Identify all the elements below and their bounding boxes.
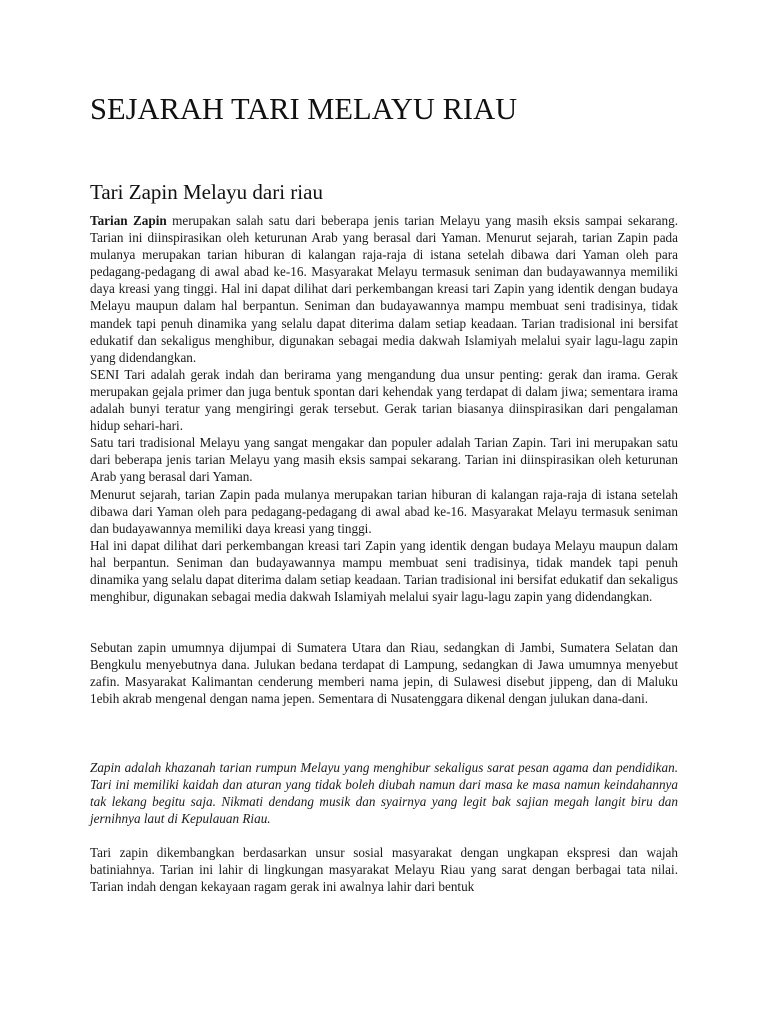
paragraph-7-italic: Zapin adalah khazanah tarian rumpun Melayu yang menghibur sekaligus sarat pesan agama dan pendidikan. Tari ini memiliki kaidah dan aturan yang tidak boleh diubah namun dari masa ke masa namun keindahannya tak lekang begitu saja. Nikmati dendang musik dan syairnya yang legit bak sajian megah langit biru dan jernihnya laut di Kepulauan Riau. xyxy=(90,759,678,826)
document-body xyxy=(90,212,678,895)
spacer xyxy=(90,605,678,639)
paragraph-1 xyxy=(90,212,678,366)
paragraph-3: Satu tari tradisional Melayu yang sangat mengakar dan populer adalah Tarian Zapin. Tari ini merupakan satu dari beberapa jenis tarian Melayu yang masih eksis sampai sekarang. Tarian ini diinspirasikan oleh keturunan Arab yang berasal dari Yaman. xyxy=(90,435,678,485)
paragraph-6: Sebutan zapin umumnya dijumpai di Sumatera Utara dan Riau, sedangkan di Jambi, Sumatera Selatan dan Bengkulu menyebutnya dana. Julukan bedana terdapat di Lampung, sedangkan di Jawa umumnya menyebut zafin. Masyarakat Kalimantan cenderung memberi nama jepin, di Sulawesi disebut jippeng, dan di Maluku 1ebih akrab mengenal dengan nama jepen. Sementara di Nusatenggara dikenal dengan julukan dana-dani. xyxy=(90,640,678,707)
paragraph-1-lead: Tarian Zapin xyxy=(90,213,167,228)
spacer xyxy=(90,708,678,759)
spacer xyxy=(90,827,678,844)
paragraph-4: Menurut sejarah, tarian Zapin pada mulanya merupakan tarian hiburan di kalangan raja-raja di istana setelah dibawa dari Yaman oleh para pedagang-pedagang di awal abad ke-16. Masyarakat Melayu termasuk seniman dan budayawannya memiliki daya kreasi yang tinggi. xyxy=(90,486,678,536)
paragraph-2: SENI Tari adalah gerak indah dan berirama yang mengandung dua unsur penting: gerak dan irama. Gerak merupakan gejala primer dan juga bentuk spontan dari kehendak yang terdapat di dalam jiwa; sementara irama adalah bunyi teratur yang mengiringi gerak tersebut. Gerak tarian biasanya diinspirasikan dari pengalaman hidup sehari-hari. xyxy=(90,366,678,434)
page-title: SEJARAH TARI MELAYU RIAU xyxy=(90,92,518,126)
paragraph-5: Hal ini dapat dilihat dari perkembangan kreasi tari Zapin yang identik dengan budaya Melayu maupun dalam hal berpantun. Seniman dan budayawannya mampu membuat seni tradisinya, tidak mandek tapi penuh dinamika yang selalu dapat diterima dalam setiap keadaan. Tarian tradisional ini bersifat edukatif dan sekaligus menghibur, digunakan sebagai media dakwah Islamiyah melalui syair lagu-lagu zapin yang didendangkan. xyxy=(90,537,678,605)
paragraph-8: Tari zapin dikembangkan berdasarkan unsur sosial masyarakat dengan ungkapan ekspresi dan wajah batiniahnya. Tarian ini lahir di lingkungan masyarakat Melayu Riau yang sarat dengan berbagai tata nilai. Tarian indah dengan kekayaan ragam gerak ini awalnya lahir dari bentuk xyxy=(90,844,678,895)
section-heading: Tari Zapin Melayu dari riau xyxy=(90,180,323,204)
paragraph-1-text: merupakan salah satu dari beberapa jenis tarian Melayu yang masih eksis sampai sekarang. Tarian ini diinspirasikan oleh keturunan Arab yang berasal dari Yaman. Menurut sejarah, tarian Zapin pada mulanya merupakan tarian hiburan di kalangan raja-raja di istana setelah dibawa dari Yaman oleh para pedagang-pedagang di awal abad ke-16. Masyarakat Melayu termasuk seniman dan budayawannya memiliki daya kreasi yang tinggi. Hal ini dapat dilihat dari perkembangan kreasi tari Zapin yang identik dengan budaya Melayu maupun dalam hal berpantun. Seniman dan budayawannya mampu membuat seni tradisinya, tidak mandek tapi penuh dinamika yang selalu dapat diterima dalam setiap keadaan. Tarian tradisional ini bersifat edukatif dan sekaligus menghibur, digunakan sebagai media dakwah Islamiyah melalui syair lagu-lagu zapin yang didendangkan. xyxy=(90,213,678,365)
